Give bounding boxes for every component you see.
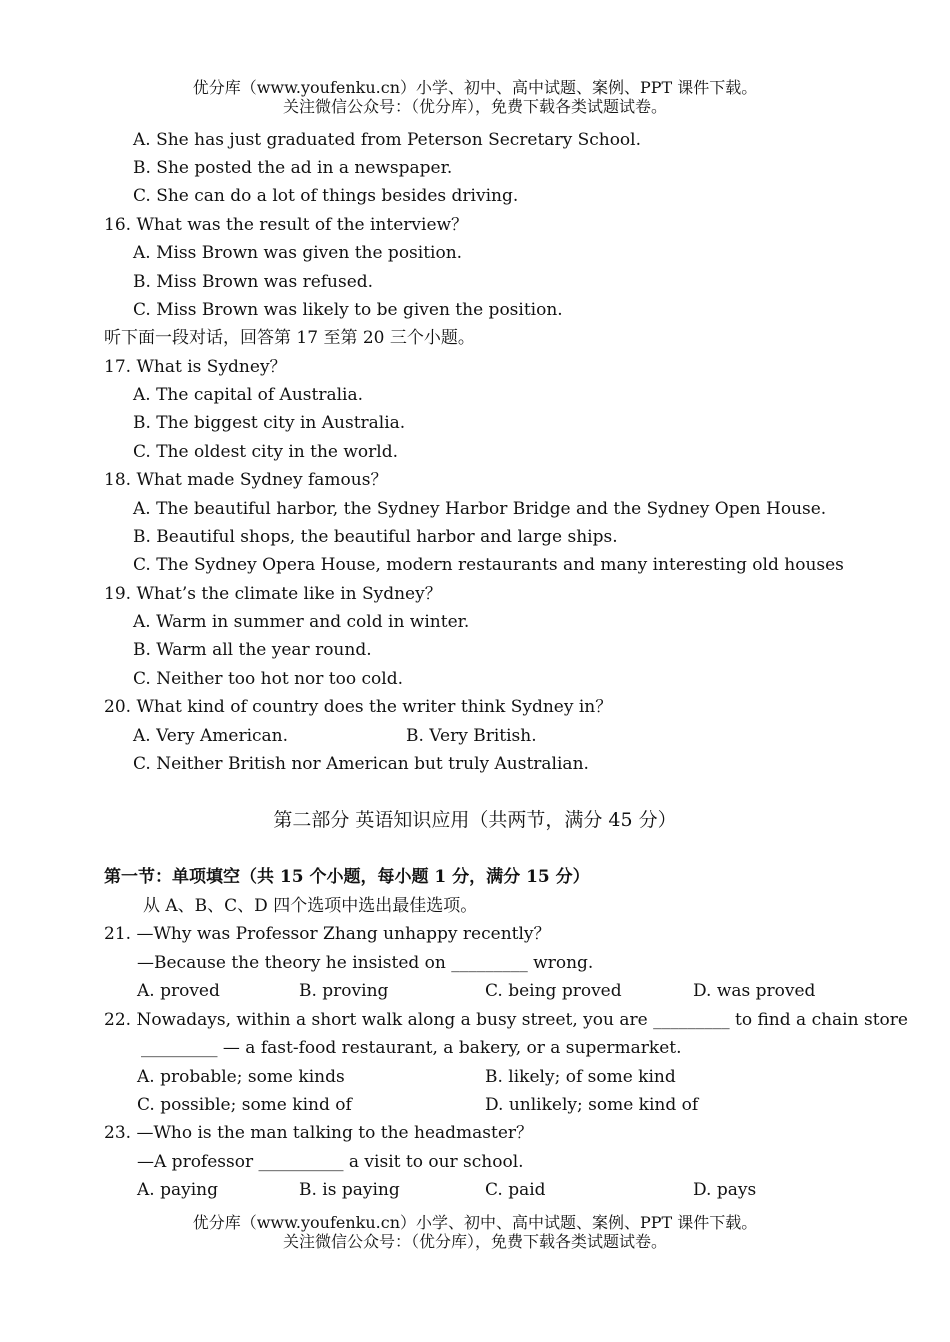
header-line-1: 优分库（www.youfenku.cn）小学、初中、高中试题、案例、PPT 课件下载。 bbox=[192, 78, 758, 97]
q16-option-c: C. Miss Brown was likely to be given the position. bbox=[133, 300, 563, 320]
q22-option-b: B. likely; of some kind bbox=[485, 1067, 676, 1087]
section1-instruction: 从 A、B、C、D 四个选项中选出最佳选项。 bbox=[143, 896, 478, 916]
q18-option-a: A. The beautiful harbor, the Sydney Harbor Bridge and the Sydney Open House. bbox=[133, 499, 827, 519]
part2-title: 第二部分 英语知识应用（共两节，满分 45 分） bbox=[273, 809, 677, 831]
q20-option-b: B. Very British. bbox=[406, 726, 537, 746]
q21-option-b: B. proving bbox=[299, 981, 389, 1001]
q16-option-a: A. Miss Brown was given the position. bbox=[133, 243, 463, 263]
q16-stem: 16. What was the result of the interview？ bbox=[104, 215, 469, 235]
q15-option-a: A. She has just graduated from Peterson Secretary School. bbox=[133, 130, 642, 150]
section1-title: 第一节：单项填空（共 15 个小题，每小题 1 分，满分 15 分） bbox=[104, 867, 590, 887]
q18-option-b: B. Beautiful shops, the beautiful harbor and large ships. bbox=[133, 527, 618, 547]
q21-option-d: D. was proved bbox=[693, 981, 816, 1001]
q15-option-b: B. She posted the ad in a newspaper. bbox=[133, 158, 453, 178]
q22-option-d: D. unlikely; some kind of bbox=[485, 1095, 699, 1115]
q22-option-c: C. possible; some kind of bbox=[137, 1095, 352, 1115]
q23-option-d: D. pays bbox=[693, 1180, 757, 1200]
q22-option-a: A. probable; some kinds bbox=[137, 1067, 345, 1087]
q18-option-c: C. The Sydney Opera House, modern restaurants and many interesting old houses bbox=[133, 555, 844, 575]
q20-option-c: C. Neither British nor American but truly Australian. bbox=[133, 754, 589, 774]
q23-option-c: C. paid bbox=[485, 1180, 546, 1200]
q19-option-a: A. Warm in summer and cold in winter. bbox=[133, 612, 470, 632]
header-line-2: 关注微信公众号：（优分库），免费下载各类试题试卷。 bbox=[282, 97, 667, 116]
q23-line-2: —A professor __________ a visit to our school. bbox=[137, 1152, 524, 1172]
footer-line-2: 关注微信公众号：（优分库），免费下载各类试题试卷。 bbox=[282, 1232, 667, 1251]
q20-option-a: A. Very American. bbox=[133, 726, 289, 746]
q16-option-b: B. Miss Brown was refused. bbox=[133, 272, 374, 292]
q23-option-b: B. is paying bbox=[299, 1180, 400, 1200]
q19-option-c: C. Neither too hot nor too cold. bbox=[133, 669, 403, 689]
q21-line-2: —Because the theory he insisted on _________ wrong. bbox=[137, 953, 594, 973]
instruction-17-20: 听下面一段对话，回答第 17 至第 20 三个小题。 bbox=[104, 328, 475, 348]
q23-line-1: 23. —Who is the man talking to the headmaster？ bbox=[104, 1123, 534, 1143]
q22-line-2: _________ — a fast-food restaurant, a bakery, or a supermarket. bbox=[141, 1038, 682, 1058]
q19-option-b: B. Warm all the year round. bbox=[133, 640, 372, 660]
q17-option-b: B. The biggest city in Australia. bbox=[133, 413, 406, 433]
q21-line-1: 21. —Why was Professor Zhang unhappy recently？ bbox=[104, 924, 551, 944]
q23-option-a: A. paying bbox=[137, 1180, 218, 1200]
q21-option-a: A. proved bbox=[137, 981, 220, 1001]
q17-option-c: C. The oldest city in the world. bbox=[133, 442, 399, 462]
q17-option-a: A. The capital of Australia. bbox=[133, 385, 364, 405]
q19-stem: 19. What’s the climate like in Sydney？ bbox=[104, 584, 442, 604]
q15-option-c: C. She can do a lot of things besides driving. bbox=[133, 186, 519, 206]
q22-line-1: 22. Nowadays, within a short walk along a busy street, you are _________ to find a chain store bbox=[104, 1010, 908, 1030]
q21-option-c: C. being proved bbox=[485, 981, 622, 1001]
footer-line-1: 优分库（www.youfenku.cn）小学、初中、高中试题、案例、PPT 课件下载。 bbox=[192, 1213, 758, 1232]
q17-stem: 17. What is Sydney？ bbox=[104, 357, 287, 377]
q18-stem: 18. What made Sydney famous？ bbox=[104, 470, 388, 490]
q20-stem: 20. What kind of country does the writer think Sydney in？ bbox=[104, 697, 613, 717]
